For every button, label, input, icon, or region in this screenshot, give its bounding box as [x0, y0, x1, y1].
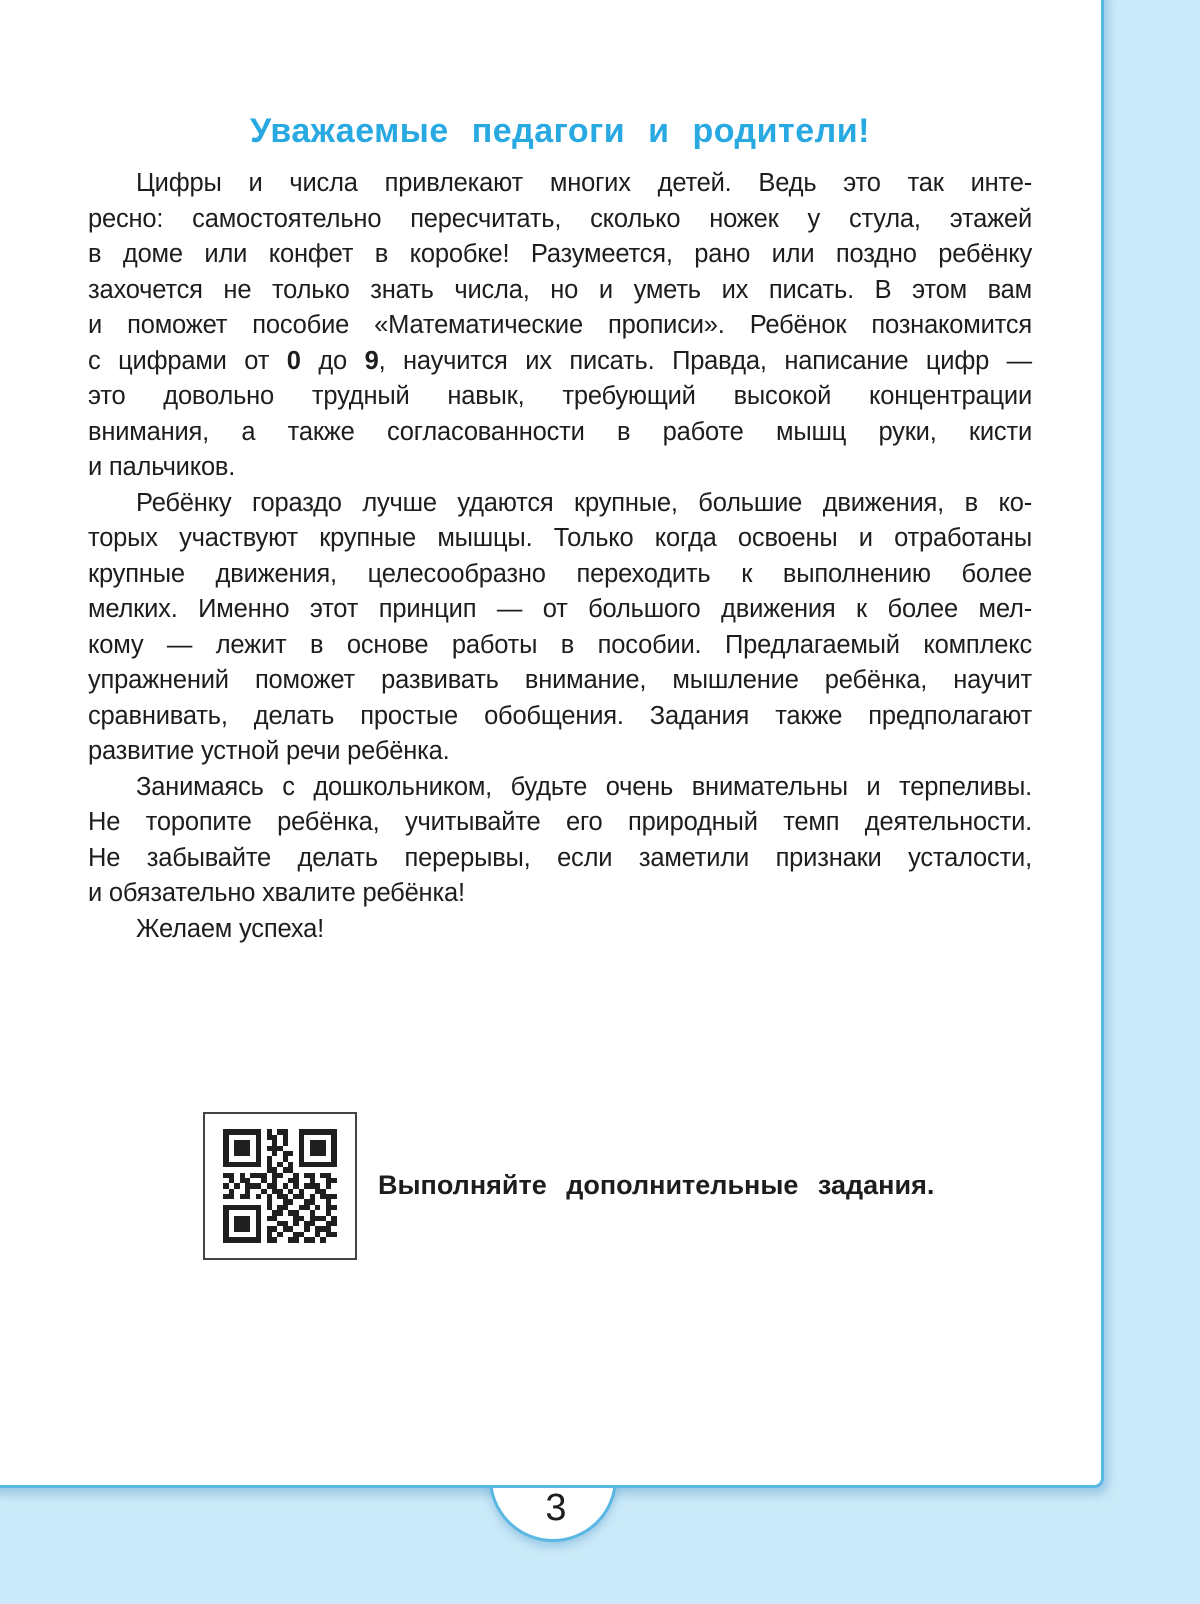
text-line: Не забывайте делать перерывы, если заметили признаки усталости,: [88, 843, 1032, 872]
qr-box: [203, 1112, 357, 1260]
page-heading: Уважаемые педагоги и родители!: [250, 112, 870, 150]
text-line: Цифры и числа привлекают многих детей. Ведь это так инте-: [136, 169, 1032, 197]
qr-code: [223, 1129, 336, 1242]
text-line: крупные движения, целесообразно переходить к выполнению более: [88, 559, 1032, 588]
text-block: [88, 166, 1032, 947]
paragraph: [88, 166, 1032, 486]
text-line: в доме или конфет в коробке! Разумеется, рано или поздно ребёнку: [88, 240, 1032, 268]
paragraph: [88, 912, 1032, 948]
text-line: сравнивать, делать простые обобщения. Задания также предполагают: [88, 701, 1032, 730]
text-line: и обязательно хвалите ребёнка!: [88, 879, 465, 907]
text-line: это довольно трудный навык, требующий высокой концентрации: [88, 382, 1032, 410]
text-line: упражнений поможет развивать внимание, мышление ребёнка, научит: [88, 666, 1032, 694]
paragraph: [88, 486, 1032, 770]
text-line: Желаем успеха!: [136, 914, 325, 943]
text-line: торых участвуют крупные мышцы. Только когда освоены и отработаны: [88, 524, 1032, 552]
text-line: мелких. Именно этот принцип — от большого движения к более мел-: [88, 595, 1032, 623]
text-line: кому — лежит в основе работы в пособии. Предлагаемый комплекс: [88, 630, 1032, 659]
page-number-notch: [0, 1488, 1200, 1604]
text-line: Не торопите ребёнка, учитывайте его природный темп деятельности.: [88, 808, 1032, 836]
page-number: 3: [545, 1487, 567, 1529]
qr-caption: Выполняйте дополнительные задания.: [378, 1170, 935, 1200]
text-line: Ребёнку гораздо лучше удаются крупные, большие движения, в ко-: [136, 488, 1032, 517]
text-line: Занимаясь с дошкольником, будьте очень внимательны и терпеливы.: [136, 772, 1032, 801]
text-line: развитие устной речи ребёнка.: [88, 737, 450, 765]
text-line: захочется не только знать числа, но и уметь их писать. В этом вам: [88, 275, 1032, 304]
text-line: ресно: самостоятельно пересчитать, сколько ножек у стула, этажей: [88, 204, 1032, 233]
text-line: с цифрами от 0 до 9, научится их писать. Правда, написание цифр —: [88, 346, 1032, 375]
paragraph: [88, 770, 1032, 912]
text-line: и поможет пособие «Математические прописи». Ребёнок познакомится: [88, 311, 1032, 339]
text-line: внимания, а также согласованности в работе мышц руки, кисти: [88, 417, 1032, 446]
text-line: и пальчиков.: [88, 453, 236, 481]
